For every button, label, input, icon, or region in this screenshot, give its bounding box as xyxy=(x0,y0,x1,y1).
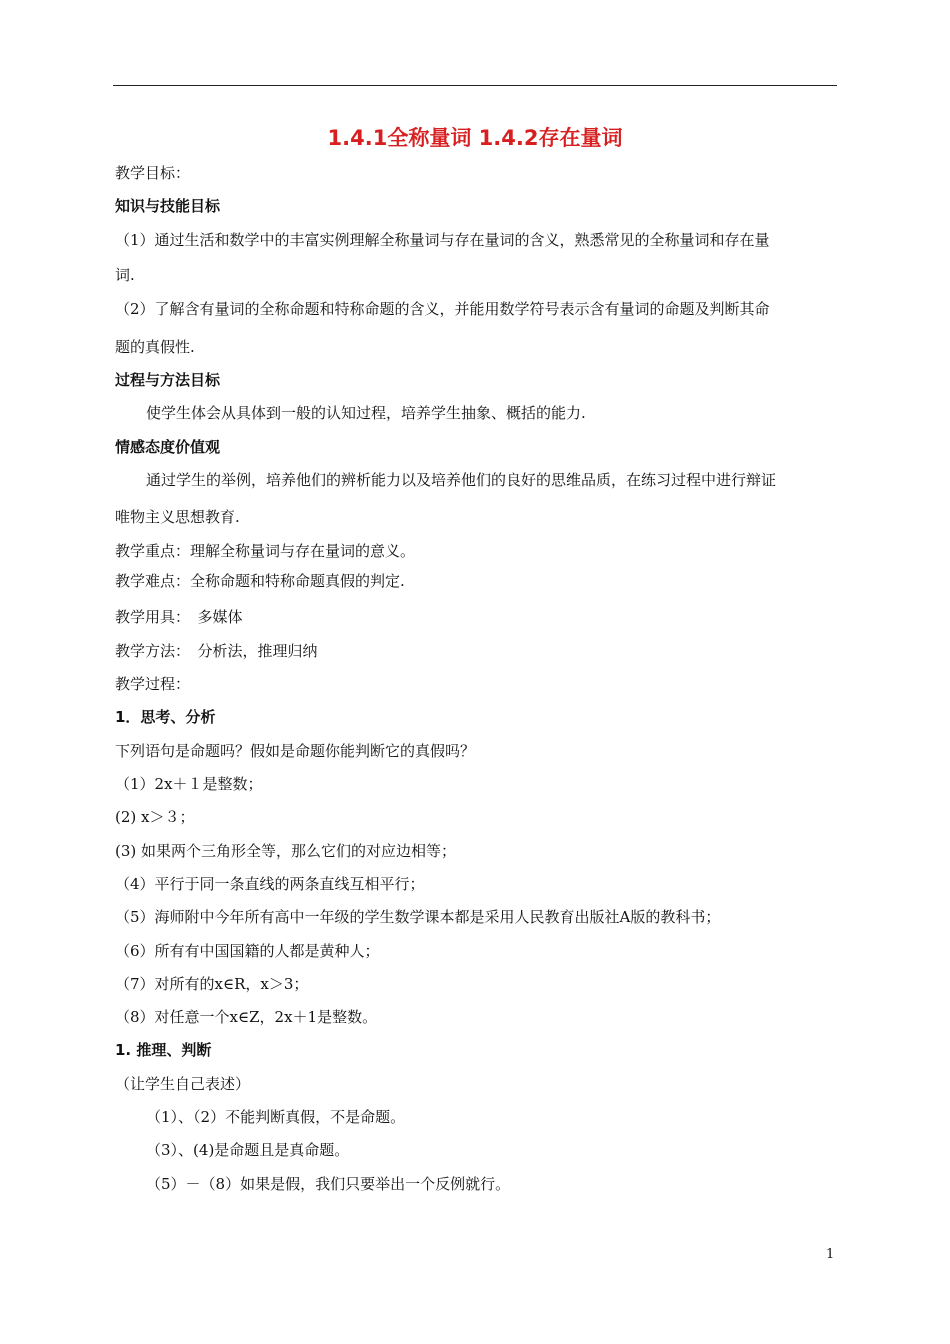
list-item: （3）、(4)是命题且是真命题。 xyxy=(146,1141,350,1159)
paragraph-line: （2）了解含有量词的全称命题和特称命题的含义，并能用数学符号表示含有量词的命题及判断其命 xyxy=(115,300,770,318)
list-item: (3) 如果两个三角形全等，那么它们的对应边相等； xyxy=(115,842,457,860)
section-heading-attitude: 情感态度价值观 xyxy=(115,438,221,456)
document-title: 1.4.1全称量词 1.4.2存在量词 xyxy=(327,126,623,150)
paragraph-line: （1）通过生活和数学中的丰富实例理解全称量词与存在量词的含义，熟悉常见的全称量词和存在量 xyxy=(115,231,770,249)
list-item: (2) x＞３； xyxy=(115,808,195,826)
difficulty-line: 教学难点：全称命题和特称命题真假的判定. xyxy=(115,572,405,590)
paragraph-line: 词. xyxy=(115,266,135,284)
list-item: （5）海师附中今年所有高中一年级的学生数学课本都是采用人民教育出版社A版的教科书； xyxy=(115,908,721,926)
list-item: （7）对所有的x∈R，x＞3； xyxy=(115,975,309,993)
list-item: （5）－（8）如果是假，我们只要举出一个反例就行。 xyxy=(146,1175,511,1193)
section-heading-reasoning: 1. 推理、判断 xyxy=(115,1041,212,1059)
paragraph-line: 通过学生的举例，培养他们的辨析能力以及培养他们的良好的思维品质，在练习过程中进行辩证 xyxy=(146,471,777,489)
teaching-goals-label: 教学目标： xyxy=(115,164,191,182)
section-heading-think: 1．思考、分析 xyxy=(115,708,216,726)
method-line: 教学方法： 分析法，推理归纳 xyxy=(115,642,318,660)
section-heading-process: 过程与方法目标 xyxy=(115,371,221,389)
list-item: （8）对任意一个x∈Z，2x＋1是整数。 xyxy=(115,1008,378,1026)
list-item: （6）所有有中国国籍的人都是黄种人； xyxy=(115,942,380,960)
tools-line: 教学用具： 多媒体 xyxy=(115,608,243,626)
key-point-line: 教学重点：理解全称量词与存在量词的意义。 xyxy=(115,542,416,560)
paragraph-line: 唯物主义思想教育. xyxy=(115,508,240,526)
paragraph-line: 题的真假性. xyxy=(115,338,195,356)
header-rule xyxy=(113,85,837,86)
process-label: 教学过程： xyxy=(115,675,191,693)
paragraph-line: 使学生体会从具体到一般的认知过程，培养学生抽象、概括的能力. xyxy=(146,404,586,422)
list-item: （1）、（2）不能判断真假，不是命题。 xyxy=(146,1108,406,1126)
page-number: 1 xyxy=(826,1247,835,1262)
list-item: （4）平行于同一条直线的两条直线互相平行； xyxy=(115,875,425,893)
question-line: 下列语句是命题吗？假如是命题你能判断它的真假吗？ xyxy=(115,742,476,760)
section-heading-knowledge: 知识与技能目标 xyxy=(115,197,221,215)
list-item: （1）2x＋１是整数； xyxy=(115,775,263,793)
paragraph-line: （让学生自己表述） xyxy=(115,1075,251,1093)
